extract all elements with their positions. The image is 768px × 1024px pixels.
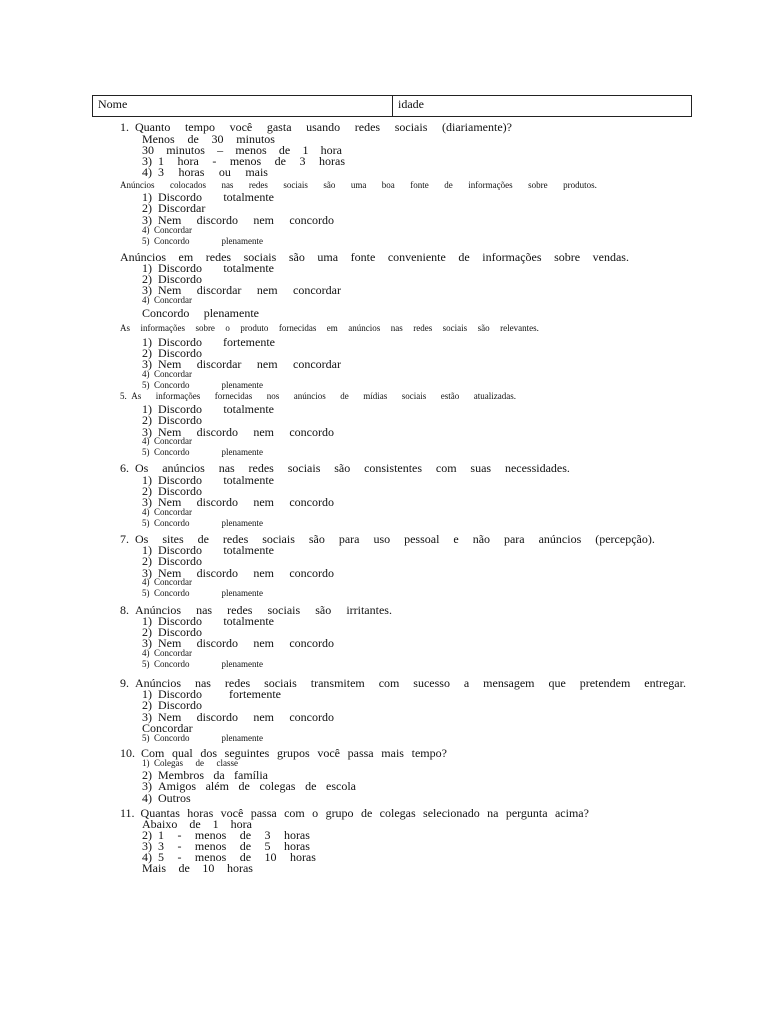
word: menos [194,839,227,853]
word: sociais [262,532,295,546]
word: usando [306,120,341,134]
word: em [178,250,194,264]
word: 5) Concordo [142,447,190,457]
word: (percepção). [595,532,655,546]
option-line: 2) Discordo [142,625,202,639]
word: 1) Discordo [142,261,202,275]
word: 2) 1 [142,828,164,842]
word: sociais [287,461,321,475]
option-line: 4) Concordar [142,436,192,446]
word: menos [194,828,227,842]
word: de [239,839,252,853]
option-line: 4) Concordar [142,507,192,517]
word: – [217,143,224,157]
word: redes [354,120,381,134]
option-line [142,236,263,246]
word: de [305,779,317,793]
word: 1 [212,817,219,831]
word: suas [470,461,492,475]
word: o [312,806,319,820]
word: plenamente [203,306,259,320]
word: 3) Nem [142,283,182,297]
word: informações [482,250,542,264]
question-5 [120,391,516,401]
word: 3) 1 [142,154,164,168]
word: plenamente [221,518,263,528]
word: Anúncios [120,250,166,264]
word: pessoal [404,532,440,546]
word: sociais [264,676,297,690]
word: nas [221,180,234,190]
option-line: Concordar [142,721,193,735]
word: de [197,532,209,546]
option-line: 4) Concordar [142,225,192,235]
word: 8. Anúncios [120,603,181,617]
word: 5) Concordo [142,588,190,598]
word: nem [253,213,274,227]
word: nem [253,566,274,580]
word: grupos [276,746,310,760]
word: mais [245,165,268,179]
word: tempo [184,120,215,134]
word: 10 [202,861,215,875]
word: produto [240,323,269,333]
word: boa [381,180,395,190]
option-line: 4) Concordar [142,648,192,658]
word: sociais [243,250,277,264]
question-2 [120,180,597,190]
word: você [317,746,340,760]
word: em [326,323,338,333]
word: nem [253,495,274,509]
word: nos [266,391,280,401]
word: da [213,768,225,782]
word: 3) Nem [142,495,182,509]
word: com [435,461,457,475]
word: anúncios [348,323,381,333]
word: nem [253,710,274,724]
word: concordar [293,283,341,297]
word: totalmente [223,473,274,487]
word: de [178,861,190,875]
word: mais [381,746,404,760]
word: discordo [196,566,238,580]
word: selecionado [423,806,480,820]
word: 30 [142,143,154,157]
word: vendas. [592,250,629,264]
word: informações [140,323,185,333]
word: são [334,461,351,475]
word: entregar. [644,676,686,690]
word: hora [230,817,252,831]
word: produtos. [563,180,597,190]
word: - [177,839,182,853]
word: nem [256,357,278,371]
word: 3) Nem [142,425,182,439]
word: anúncios [162,461,205,475]
word: concordo [289,425,334,439]
option-line [142,307,259,319]
word: 1) Discordo [142,190,202,204]
word: consistentes [364,461,423,475]
option-line [142,758,238,768]
question-4 [120,323,539,333]
word: concordo [289,710,334,724]
word: pretendem [579,676,631,690]
word: ou [218,165,231,179]
age-cell: idade [398,97,424,111]
word: 3) Amigos [142,779,196,793]
word: totalmente [223,402,274,416]
option-line: 2) Discordo [142,554,202,568]
word: nas [218,461,235,475]
word: redes [205,250,232,264]
word: não [472,532,491,546]
option-line [142,166,268,178]
word: - [177,850,182,864]
word: uso [373,532,391,546]
word: para [503,532,525,546]
name-cell: Nome [93,96,393,116]
word: mensagem [483,676,535,690]
word: redes [413,323,433,333]
word: (diariamente)? [442,120,512,134]
option-line: 2) Discordo [142,698,202,712]
word: acima? [554,806,589,820]
word: hora [320,143,342,157]
word: Abaixo [142,817,178,831]
word: anúncios [293,391,326,401]
option-line [142,733,263,743]
word: concordar [293,357,341,371]
word: fonte [410,180,429,190]
word: transmitem [310,676,365,690]
word: com [378,676,400,690]
word: 10. Com [120,746,165,760]
word: horas [283,839,310,853]
word: 7. Os [120,532,149,546]
word: minutos [166,143,205,157]
word: que [548,676,566,690]
word: 11. Quantas [120,806,180,820]
word: Mais [142,861,166,875]
word: redes [222,532,249,546]
word: o [225,323,230,333]
word: redes [248,180,268,190]
word: menos [235,143,267,157]
word: de [340,391,349,401]
word: 2) Membros [142,768,204,782]
option-line: 4) Outros [142,791,191,805]
word: uma [350,180,367,190]
word: para [338,532,360,546]
word: Concordo [142,306,190,320]
word: de [238,779,250,793]
word: totalmente [223,543,274,557]
word: passa [250,806,277,820]
word: 5) Concordo [142,733,190,743]
word: são [315,603,332,617]
word: mídias [363,391,388,401]
option-line: 4) Concordar [142,577,192,587]
word: e [453,532,459,546]
word: discordo [196,636,238,650]
word: totalmente [223,190,274,204]
word: discordar [196,283,242,297]
word: 1 [302,143,309,157]
option-line [142,518,263,528]
word: 1) Colegas [142,758,183,768]
word: hora [177,154,199,168]
word: discordo [196,495,238,509]
word: plenamente [221,588,263,598]
word: 3 [299,154,306,168]
option-line: 4) Concordar [142,369,192,379]
word: conveniente [387,250,446,264]
word: além [205,779,229,793]
word: nas [194,676,211,690]
word: nas [196,603,213,617]
word: plenamente [221,659,263,669]
word: dos [200,746,217,760]
word: nem [256,283,278,297]
word: Anúncios [120,180,155,190]
word: relevantes. [500,323,539,333]
word: sobre [554,250,581,264]
word: sociais [401,391,427,401]
word: de [239,850,252,864]
word: atualizadas. [473,391,516,401]
word: 3) Nem [142,636,182,650]
option-line: 2) Discordo [142,346,202,360]
word: horas [283,828,310,842]
word: sociais [394,120,428,134]
word: - [212,154,217,168]
word: fortemente [223,335,275,349]
word: colegas [379,806,416,820]
word: com [284,806,305,820]
word: são [323,180,336,190]
word: você [229,120,253,134]
word: sites [162,532,184,546]
word: 3) Nem [142,213,182,227]
word: passa [347,746,374,760]
word: fornecidas [278,323,317,333]
word: qual [172,746,193,760]
word: anúncios [538,532,582,546]
word: concordo [289,566,334,580]
word: informações [468,180,513,190]
word: escola [326,779,356,793]
word: são [288,250,305,264]
word: de [239,828,252,842]
word: 6. Os [120,461,149,475]
name-age-table [92,95,692,117]
word: sucesso [413,676,450,690]
word: de [278,143,291,157]
word: discordo [196,213,238,227]
word: 5 [264,839,271,853]
question-1 [120,121,512,133]
option-line [142,659,263,669]
word: sociais [283,180,308,190]
option-line: 2) Discordo [142,484,202,498]
word: você [220,806,244,820]
word: classe [216,758,238,768]
word: sociais [267,603,301,617]
word: minutos [236,132,275,146]
word: fonte [350,250,376,264]
word: grupo [325,806,354,820]
option-line [142,380,263,390]
word: 5) Concordo [142,659,190,669]
word: de [458,250,470,264]
word: plenamente [221,236,263,246]
word: 5) Concordo [142,236,190,246]
word: 4) 3 [142,165,164,179]
word: 5) Concordo [142,380,190,390]
word: horas [226,861,253,875]
word: 1) Discordo [142,543,202,557]
word: sobre [528,180,548,190]
word: menos [194,850,227,864]
word: 5) Concordo [142,518,190,528]
word: pergunta [505,806,548,820]
word: irritantes. [346,603,392,617]
word: redes [224,676,251,690]
word: necessidades. [504,461,570,475]
word: 1) Discordo [142,402,202,416]
word: informações [155,391,201,401]
option-line: 2) Discordo [142,272,202,286]
word: 10 [264,850,277,864]
option-line [142,447,263,457]
word: horas [289,850,316,864]
word: discordar [196,357,242,371]
word: 3 [264,828,271,842]
word: 1. Quanto [120,120,171,134]
option-line [142,862,253,874]
word: 3) 3 [142,839,164,853]
word: de [274,154,286,168]
word: 3) Nem [142,566,182,580]
word: plenamente [221,733,263,743]
word: - [177,828,182,842]
word: fornecidas [214,391,253,401]
word: 1) Discordo [142,335,202,349]
word: As [120,323,131,333]
word: discordo [196,425,238,439]
word: 9. Anúncios [120,676,181,690]
word: uma [317,250,339,264]
word: de [195,758,204,768]
word: 30 [211,132,224,146]
option-line: 2) Discordar [142,201,206,215]
word: são [477,323,490,333]
option-line: 4) Concordar [142,295,192,305]
word: 3) Nem [142,357,182,371]
word: Menos [142,132,175,146]
word: colocados [169,180,206,190]
word: sobre [195,323,215,333]
word: fortemente [229,687,281,701]
word: tempo? [411,746,447,760]
word: de [444,180,453,190]
word: seguintes [224,746,270,760]
word: horas [178,165,205,179]
word: a [463,676,470,690]
word: colegas [259,779,296,793]
word: estão [440,391,460,401]
word: concordo [289,495,334,509]
word: concordo [289,636,334,650]
word: horas [319,154,345,168]
word: horas [187,806,214,820]
option-line: 2) Discordo [142,413,202,427]
word: plenamente [221,380,263,390]
word: plenamente [221,447,263,457]
word: gasta [266,120,292,134]
word: nem [253,425,274,439]
word: totalmente [223,261,274,275]
word: 1) Discordo [142,473,202,487]
word: na [487,806,499,820]
word: família [234,768,268,782]
word: menos [229,154,262,168]
word: discordo [196,710,238,724]
word: nem [253,636,274,650]
word: de [189,817,201,831]
word: totalmente [223,614,274,628]
word: redes [227,603,253,617]
word: 4) 5 [142,850,164,864]
word: 5. As [120,391,142,401]
word: 3) Nem [142,710,182,724]
word: 1) Discordo [142,614,202,628]
option-line [142,588,263,598]
word: são [308,532,325,546]
word: redes [248,461,274,475]
word: de [187,132,199,146]
word: de [360,806,373,820]
word: nas [390,323,403,333]
word: sociais [442,323,468,333]
word: 1) Discordo [142,687,202,701]
word: concordo [289,213,334,227]
